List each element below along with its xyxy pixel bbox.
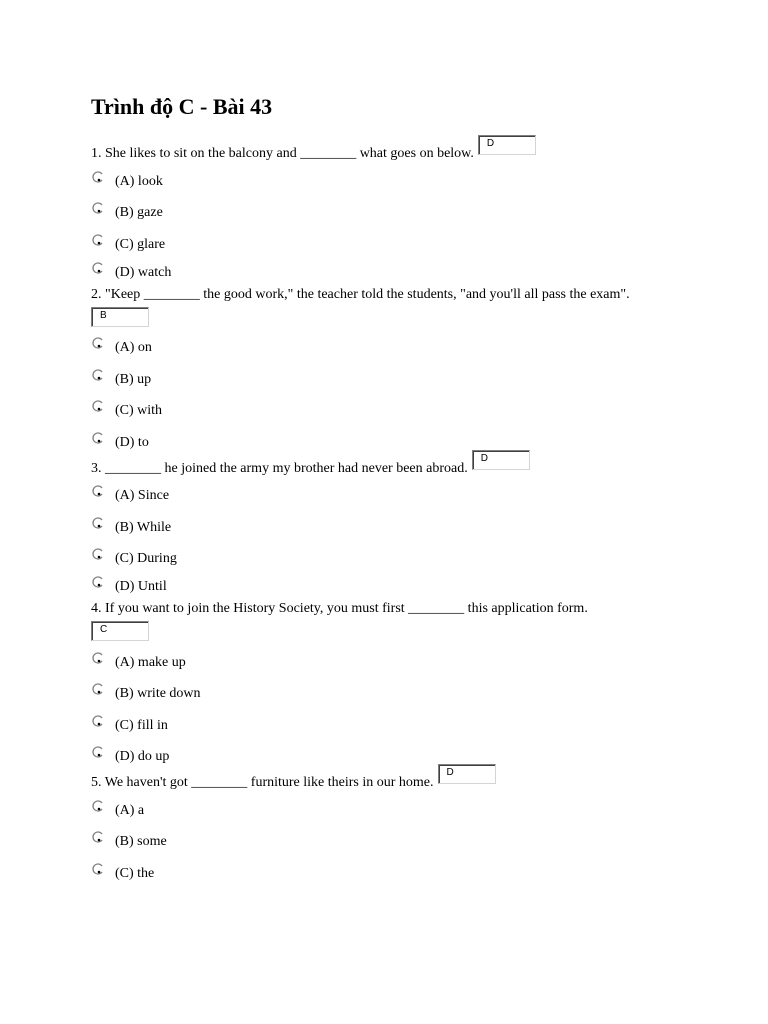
option-label: (C) the	[115, 865, 155, 881]
option-b[interactable]	[91, 364, 731, 396]
option-b[interactable]	[91, 827, 731, 859]
option-a[interactable]	[91, 481, 731, 513]
answer-input[interactable]: D	[472, 450, 530, 470]
option-label: (B) some	[115, 834, 167, 850]
answer-input[interactable]: C	[91, 621, 149, 641]
radio-icon[interactable]	[91, 831, 105, 845]
radio-icon[interactable]	[91, 369, 105, 383]
radio-icon[interactable]	[91, 652, 105, 666]
radio-icon[interactable]	[91, 683, 105, 697]
option-a[interactable]	[91, 647, 731, 679]
radio-icon[interactable]	[91, 746, 105, 760]
option-c[interactable]	[91, 396, 731, 428]
option-d[interactable]	[91, 261, 731, 285]
option-label: (A) a	[115, 802, 145, 818]
option-label: (D) to	[115, 434, 149, 450]
option-label: (A) on	[115, 340, 152, 356]
option-c[interactable]	[91, 858, 731, 890]
question-text: 1. She likes to sit on the balcony and ________ what goes on below.	[91, 146, 474, 161]
option-a[interactable]	[91, 166, 731, 198]
option-label: (B) up	[115, 371, 152, 387]
question-text: 2. "Keep ________ the good work," the teacher told the students, "and you'll all pass the exam".	[91, 286, 630, 302]
radio-icon[interactable]	[91, 863, 105, 877]
radio-icon[interactable]	[91, 400, 105, 414]
option-label: (C) fill in	[115, 717, 168, 733]
question-text: 3. ________ he joined the army my brother had never been abroad.	[91, 460, 468, 476]
radio-icon[interactable]	[91, 234, 105, 248]
option-label: (D) watch	[115, 264, 172, 280]
question-text: 4. If you want to join the History Society, you must first ________ this application form.	[91, 601, 588, 616]
option-label: (C) glare	[115, 236, 166, 252]
option-b[interactable]	[91, 679, 731, 711]
option-label: (B) gaze	[115, 205, 163, 221]
option-d[interactable]	[91, 742, 731, 774]
question-4	[91, 599, 731, 773]
answer-input[interactable]: D	[478, 135, 536, 155]
radio-icon[interactable]	[91, 485, 105, 499]
option-b[interactable]	[91, 198, 731, 230]
option-a[interactable]	[91, 333, 731, 365]
question-text: 5. We haven't got ________ furniture like theirs in our home.	[91, 775, 434, 790]
radio-icon[interactable]	[91, 715, 105, 729]
option-label: (A) look	[115, 173, 163, 189]
option-label: (C) During	[115, 551, 177, 567]
radio-icon[interactable]	[91, 517, 105, 531]
radio-icon[interactable]	[91, 337, 105, 351]
option-label: (D) do up	[115, 749, 170, 765]
option-label: (B) While	[115, 519, 172, 535]
question-2	[91, 285, 731, 459]
option-b[interactable]	[91, 512, 731, 544]
radio-icon[interactable]	[91, 432, 105, 446]
option-c[interactable]	[91, 710, 731, 742]
page-title: Trình độ C - Bài 43	[91, 94, 273, 119]
question-3	[91, 452, 731, 600]
option-d[interactable]	[91, 575, 731, 599]
radio-icon[interactable]	[91, 262, 105, 276]
question-5	[91, 767, 731, 890]
option-label: (D) Until	[115, 579, 167, 594]
radio-icon[interactable]	[91, 548, 105, 562]
option-label: (C) with	[115, 403, 163, 419]
answer-input[interactable]: D	[438, 764, 496, 784]
option-d[interactable]	[91, 427, 731, 459]
option-c[interactable]	[91, 544, 731, 576]
quiz-page	[91, 92, 731, 890]
radio-icon[interactable]	[91, 202, 105, 216]
option-label: (B) write down	[115, 686, 201, 702]
radio-icon[interactable]	[91, 800, 105, 814]
option-label: (A) make up	[115, 654, 186, 670]
radio-icon[interactable]	[91, 171, 105, 185]
question-1	[91, 138, 731, 285]
option-c[interactable]	[91, 229, 731, 261]
option-label: (A) Since	[115, 488, 170, 504]
option-a[interactable]	[91, 795, 731, 827]
radio-icon[interactable]	[91, 576, 105, 590]
answer-input[interactable]: B	[91, 307, 149, 327]
